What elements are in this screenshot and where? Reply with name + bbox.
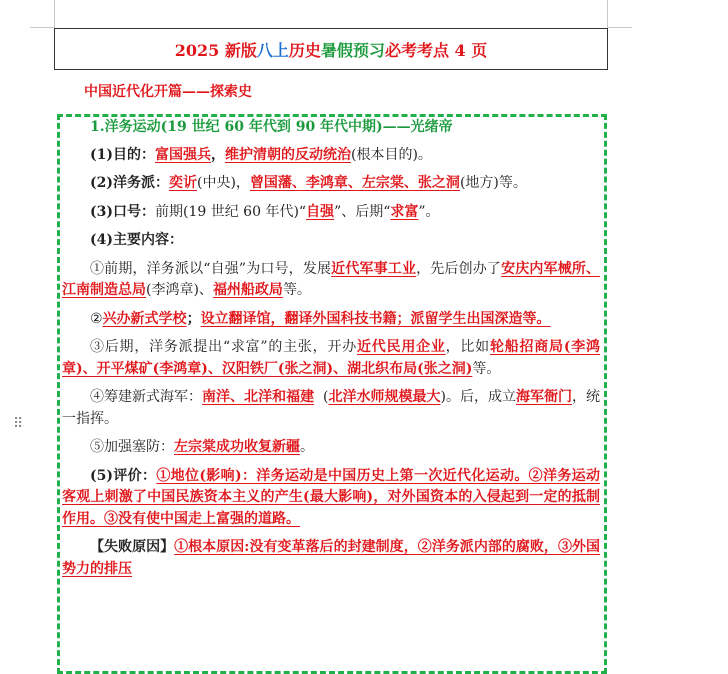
label-slogan: (3)口号： (90, 203, 155, 220)
text: ”。 (418, 203, 440, 220)
keyword: 近代军事工业 (331, 260, 417, 277)
heading-yangwu: 1.洋务运动(19 世纪 60 年代到 90 年代中期)——光绪帝 (90, 119, 453, 135)
text: ③后期，洋务派提出“求富”的主张，开办 (90, 339, 357, 355)
para-item-4 (62, 387, 600, 430)
text: ，比如 (445, 339, 490, 355)
margin-mark-right-v (607, 0, 608, 28)
document-title (54, 28, 608, 70)
margin-mark-left-h (30, 27, 54, 28)
separator: ， (211, 146, 225, 163)
keyword: 南洋、北洋和福建 (202, 389, 315, 405)
text: ( (314, 389, 329, 405)
margin-mark-right-h (608, 27, 632, 28)
keyword: ①根本原因:没有变革落后的封建制度，②洋务派内部的腐败，③外国势力的排压 (62, 539, 600, 577)
para-item-2 (62, 309, 600, 331)
keyword: 左宗棠成功收复新疆 (174, 439, 300, 455)
keyword: 海军衙门 (516, 389, 573, 405)
keyword: 富国强兵 (155, 146, 211, 163)
title-part-3: 历史 (288, 40, 321, 60)
keyword: 轮船招商局(李鸿章)、开平煤矿(李鸿章)、汉阳铁厂(张之洞)、湖北织布局(张之洞) (62, 339, 601, 377)
label-faction: (2)洋务派： (90, 175, 169, 191)
para-failure (62, 537, 600, 580)
keyword: 求富 (390, 203, 419, 220)
title-part-2: 八上 (256, 40, 289, 60)
margin-mark-left-v (54, 0, 55, 28)
keyword: 奕䜣 (169, 175, 197, 191)
text: ”、后期“ (334, 203, 391, 220)
keyword: 设立翻译馆，翻译外国科技书籍；派留学生出国深造等。 (200, 310, 551, 327)
text: ，先后创办了 (416, 260, 502, 277)
label-main-content: (4)主要内容： (90, 232, 183, 248)
separator: ； (186, 310, 201, 327)
keyword: 曾国藩、李鸿章、左宗棠、张之洞 (249, 175, 460, 191)
text: )。后，成立 (440, 389, 517, 405)
text: (中央)， (197, 175, 250, 191)
title-part-4: 暑假预习 (320, 40, 385, 60)
text: 等。 (472, 360, 501, 377)
text: (李鸿章)、 (146, 282, 213, 298)
text: ② (90, 310, 103, 327)
keyword: 自强 (306, 203, 335, 220)
keyword: 兴办新式学校 (102, 310, 187, 327)
label-failure: 【失败原因】 (90, 539, 175, 555)
text: ④筹建新式海军： (90, 389, 203, 405)
text: ⑤加强塞防： (90, 439, 174, 455)
keyword: 近代民用企业 (357, 339, 446, 355)
para-slogan (62, 202, 600, 224)
para-evaluation (62, 466, 600, 531)
para-item-5 (62, 437, 600, 459)
text: 。 (300, 439, 314, 455)
content-body (62, 117, 600, 587)
keyword: 福州船政局 (212, 282, 283, 298)
para-faction (62, 173, 600, 195)
section-heading: 中国近代化开篇——探索史 (84, 84, 252, 100)
text: ①前期，洋务派以“自强”为口号，发展 (90, 260, 332, 277)
title-part-5: 必考考点 4 页 (384, 40, 488, 60)
text: 等。 (282, 282, 311, 298)
keyword: 维护清朝的反动统治 (225, 146, 351, 163)
keyword: 安庆内军械所、江南制造总局 (62, 260, 601, 298)
label-evaluation: (5)评价： (90, 467, 157, 484)
para-purpose (62, 145, 600, 167)
text: 前期(19 世纪 60 年代)“ (155, 203, 307, 220)
title-part-1: 2025 新版 (174, 40, 257, 60)
keyword: ①地位(影响)：洋务运动是中国历史上第一次近代化运动。②洋务运动客观上刺激了中国民族资本主义的产生(最大影响)，对外国资本的入侵起到一定的抵制作用。③没有使中国走上富强的道路。 (62, 467, 600, 527)
para-item-3 (62, 337, 600, 380)
label-purpose: (1)目的： (90, 146, 155, 163)
para-item-1 (62, 259, 600, 302)
text: (地方)等。 (459, 175, 527, 191)
text: (根本目的)。 (351, 146, 432, 163)
keyword: 北洋水师规模最大 (328, 389, 441, 405)
text: ，统一指挥。 (62, 389, 601, 427)
drag-handle-icon[interactable]: ⠿ (13, 416, 24, 432)
